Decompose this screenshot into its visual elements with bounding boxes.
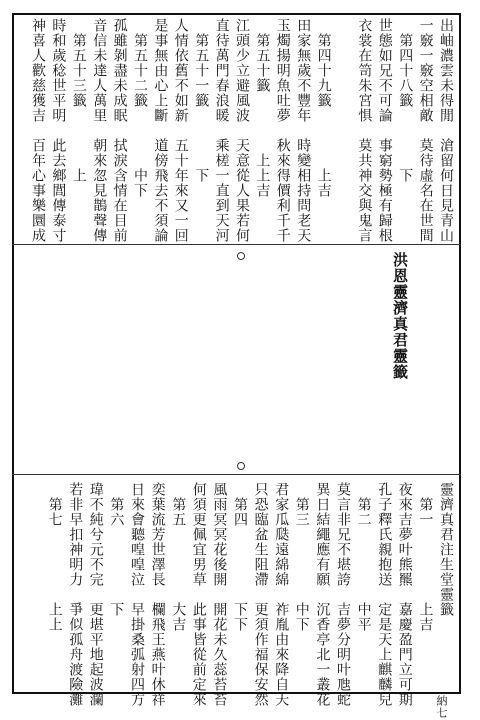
section-divider-top xyxy=(12,244,461,245)
bottom-text-column: 奕葉流芳世澤長 欄飛王燕叶休祥 xyxy=(149,482,166,707)
bottom-text-column: 第一 上吉 xyxy=(417,482,434,632)
bottom-text-column: 君家瓜瓞遠綿綿 祚胤由來降自天 xyxy=(273,482,290,707)
bottom-text-column: 第七 上上 xyxy=(46,482,63,632)
bottom-text-column: 風雨冥冥花後開 開花未久蕊苔苔 xyxy=(211,482,228,707)
top-text-column: 田家無歲不豐年 時變相持問老天 xyxy=(295,18,312,243)
bottom-text-column: 只恐臨盆生阻滯 更須作福保安然 xyxy=(252,482,269,707)
middle-title: 洪恩靈濟真君靈籤 xyxy=(391,252,409,380)
top-text-column: 出岫濃雲未得閒 滄留何日見青山 xyxy=(438,18,454,243)
bottom-text-column: 孔子釋氏親抱送 定是天上麒麟兒 xyxy=(376,482,393,707)
bottom-text-column: 日來會聽喤喤泣 早掛桑弧射四方 xyxy=(129,482,145,707)
binding-hole-lower xyxy=(237,462,245,470)
top-text-column: 孤雖剝盡未成眠 拭淚含情在目前 xyxy=(111,18,128,243)
top-text-column: 是事無由心上斷 道傍飛去不須論 xyxy=(152,18,169,243)
top-text-column: 玉燭揚明魚吐夢 秋來得價利千千 xyxy=(274,18,291,243)
top-text-column: 直待萬門春浪暖 乘槎一直到天河 xyxy=(213,18,230,243)
top-text-column: 衣裳在笥朱宮惧 莫共神交與鬼言 xyxy=(356,18,373,243)
top-text-column: 一竅一竅空相敵 莫待虛名在世間 xyxy=(417,18,434,243)
bottom-text-column: 莫言非兄不堪誇 吉夢分明叶虺蛇 xyxy=(335,482,351,707)
top-text-column: 江頭少立避風波 天意從人果若何 xyxy=(234,18,250,243)
top-text-column: 第五十二籤 中下 xyxy=(132,18,148,198)
top-text-column: 世態如兄不可論 事窮勢極有歸根 xyxy=(376,18,393,243)
bottom-text-column: 異日結繩應有願 沉香亭北一叢花 xyxy=(314,482,331,707)
bottom-text-column: 第三 中下 xyxy=(293,482,310,632)
binding-hole-upper xyxy=(237,252,245,260)
top-text-column: 神喜人歡慈獲吉 百年心事樂圜成 xyxy=(30,18,46,243)
bottom-text-column: 第五 大吉 xyxy=(170,482,187,632)
bottom-text-column: 靈濟真君注生堂靈籤 xyxy=(438,482,454,617)
top-text-column: 第五十一籤 下 xyxy=(193,18,210,183)
top-text-column: 人情依舊不如新 五十年來又一回 xyxy=(172,18,189,243)
bottom-text-column: 瑋不純兮元不完 更堪平地起波瀾 xyxy=(87,482,104,707)
top-text-column: 第四十八籤 下 xyxy=(397,18,414,183)
top-text-column: 第五十三籤 上 xyxy=(70,18,87,183)
bottom-text-column: 何須更佩宜男草 此事皆從前定來 xyxy=(190,482,207,707)
bottom-text-column: 若非早扣神明力 爭似孤舟渡險灘 xyxy=(67,482,84,707)
bottom-text-column: 第六 下 xyxy=(108,482,125,617)
top-text-column: 第四十九籤 上吉 xyxy=(315,18,332,198)
bottom-text-column: 夜來吉夢叶熊羆 嘉慶盈門立可期 xyxy=(396,482,413,707)
bottom-text-column: 第二 中平 xyxy=(355,482,372,632)
page-number: 納七 xyxy=(435,695,448,719)
top-text-column: 音信未達人萬里 朝來忽見鵲聲傳 xyxy=(91,18,108,243)
section-divider-bottom xyxy=(12,474,461,475)
bottom-text-column: 第四 下下 xyxy=(232,482,248,632)
top-text-column: 第五十籤 上上吉 xyxy=(254,18,271,198)
top-text-column: 時和歲稔世平明 此去鄉閭傳泰寸 xyxy=(50,18,67,243)
